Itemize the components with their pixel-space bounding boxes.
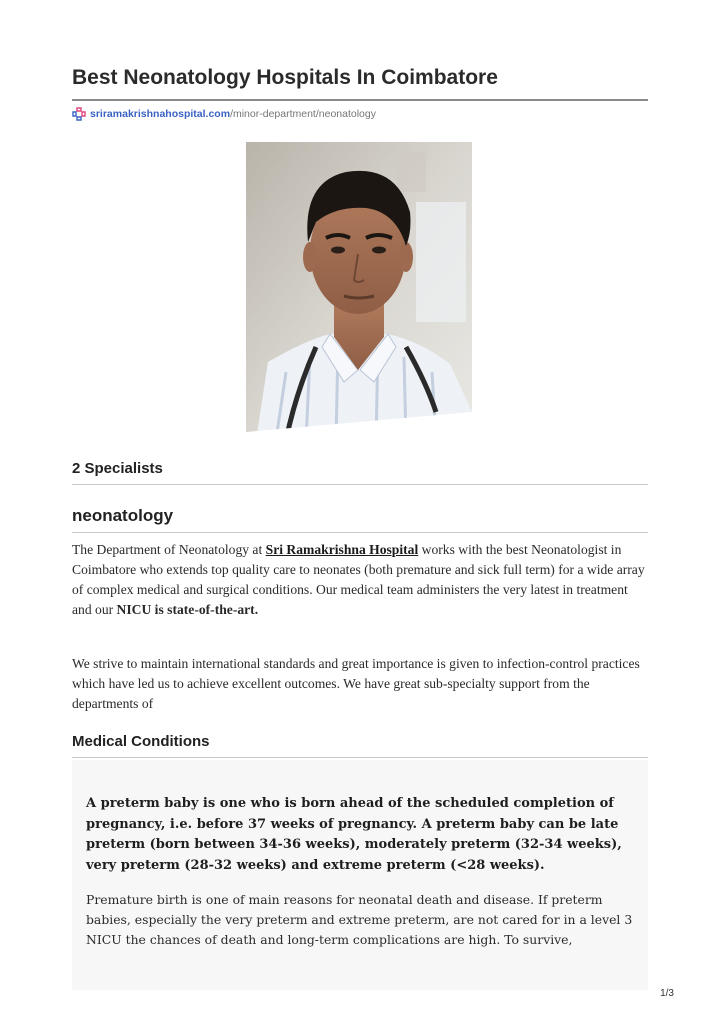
neonatology-heading: neonatology — [72, 506, 174, 525]
doctor-photo — [246, 142, 472, 440]
source-path: /minor-department/neonatology — [230, 108, 376, 120]
page-title: Best Neonatology Hospitals In Coimbatore — [72, 66, 498, 89]
title-divider — [72, 99, 648, 101]
hospital-link[interactable]: Sri Ramakrishna Hospital — [265, 542, 419, 557]
source-domain: sriramakrishnahospital.com — [90, 108, 231, 120]
intro-text-start: The Department of Neonatology at — [72, 542, 266, 557]
medical-conditions-heading: Medical Conditions — [72, 733, 210, 750]
nicu-highlight: NICU is state-of-the-art. — [116, 602, 259, 617]
source-link[interactable] — [72, 107, 376, 121]
preterm-definition: A preterm baby is one who is born ahead of the scheduled completion of pregnancy, i.e. before 37 weeks of pregnancy. A preterm baby can be late preterm (born between 34-36 weeks), moderately preterm (32-34 weeks), very preterm (28-32 weeks) and extreme preterm (<28 weeks). — [86, 796, 622, 873]
premature-birth-paragraph: Premature birth is one of main reasons for neonatal death and disease. If preterm babies, especially the very preterm and extreme preterm, are not cared for in a level 3 NICU the chances of death and long-term complications are high. To survive, — [86, 892, 633, 947]
neonatology-intro-paragraph — [72, 540, 650, 620]
page-number: 1/3 — [660, 988, 674, 999]
intro-text-middle: works with the best Neonatologist in Coimbatore who extends top quality care to neonates (both premature and sick full term) for a wide array of complex medical and surgical conditions. Our medical team administers the very latest in treatment and our — [72, 542, 645, 617]
link-icon — [72, 107, 86, 121]
specialists-divider — [72, 484, 648, 485]
medical-conditions-divider — [72, 757, 648, 758]
standards-paragraph: We strive to maintain international standards and great importance is given to infection-control practices which have led us to achieve excellent outcomes. We have great sub-specialty support from the departments of — [72, 656, 640, 711]
specialists-heading: 2 Specialists — [72, 460, 163, 477]
neonatology-divider — [72, 532, 648, 533]
